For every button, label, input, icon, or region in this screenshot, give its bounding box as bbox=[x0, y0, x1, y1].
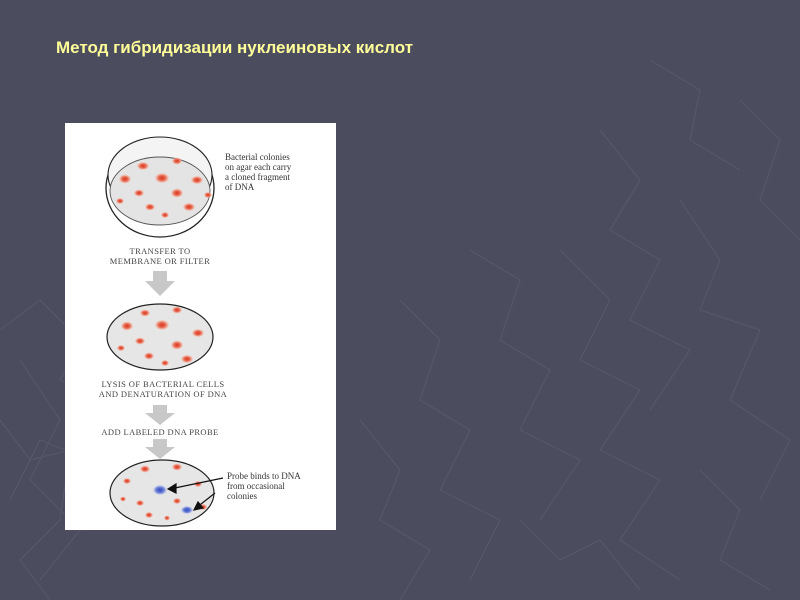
colony bbox=[155, 320, 169, 330]
colony bbox=[134, 190, 144, 197]
plate-label: Bacterial colonies on agar each carry a cloned fragment of DNA bbox=[225, 152, 292, 192]
petri-dish bbox=[106, 137, 214, 237]
colony bbox=[204, 192, 212, 198]
colony bbox=[183, 203, 195, 211]
colony bbox=[116, 198, 124, 204]
probed-membrane bbox=[110, 460, 214, 526]
colony bbox=[164, 516, 170, 521]
colony bbox=[155, 173, 169, 183]
colony bbox=[172, 158, 182, 165]
colony bbox=[161, 360, 169, 366]
probe-colony bbox=[181, 506, 193, 514]
probe-label: Probe binds to DNA from occasional colonies bbox=[227, 471, 301, 501]
step-transfer-label: TRANSFER TO MEMBRANE OR FILTER bbox=[109, 246, 211, 266]
colony bbox=[137, 162, 149, 170]
step-lysis-label: LYSIS OF BACTERIAL CELLS AND DENATURATION OF DNA bbox=[98, 379, 228, 399]
membrane-filter bbox=[107, 304, 213, 370]
colony bbox=[123, 478, 131, 484]
colony bbox=[121, 322, 133, 331]
colony bbox=[171, 341, 183, 350]
diagram-graphics bbox=[65, 123, 336, 530]
colony bbox=[192, 329, 204, 337]
colony bbox=[161, 212, 169, 218]
colony bbox=[140, 310, 150, 317]
colony bbox=[173, 498, 181, 504]
colony bbox=[140, 466, 150, 473]
colony bbox=[172, 464, 182, 471]
colony bbox=[172, 307, 182, 314]
probe-colony bbox=[153, 485, 167, 495]
slide-title: Метод гибридизации нуклеиновых кислот bbox=[56, 38, 414, 57]
down-arrow-icon bbox=[145, 271, 175, 296]
down-arrow-icon bbox=[145, 405, 175, 425]
down-arrow-icon bbox=[145, 439, 175, 459]
colony bbox=[119, 175, 131, 184]
colony bbox=[181, 355, 193, 363]
hybridization-diagram bbox=[65, 123, 336, 530]
colony bbox=[136, 500, 144, 506]
colony bbox=[191, 176, 203, 184]
colony bbox=[145, 512, 153, 518]
colony bbox=[135, 338, 145, 345]
colony bbox=[171, 189, 183, 198]
step-probe-label: ADD LABELED DNA PROBE bbox=[101, 427, 219, 437]
colony bbox=[144, 353, 154, 360]
colony bbox=[117, 345, 125, 351]
colony bbox=[145, 204, 155, 211]
colony bbox=[120, 497, 126, 502]
